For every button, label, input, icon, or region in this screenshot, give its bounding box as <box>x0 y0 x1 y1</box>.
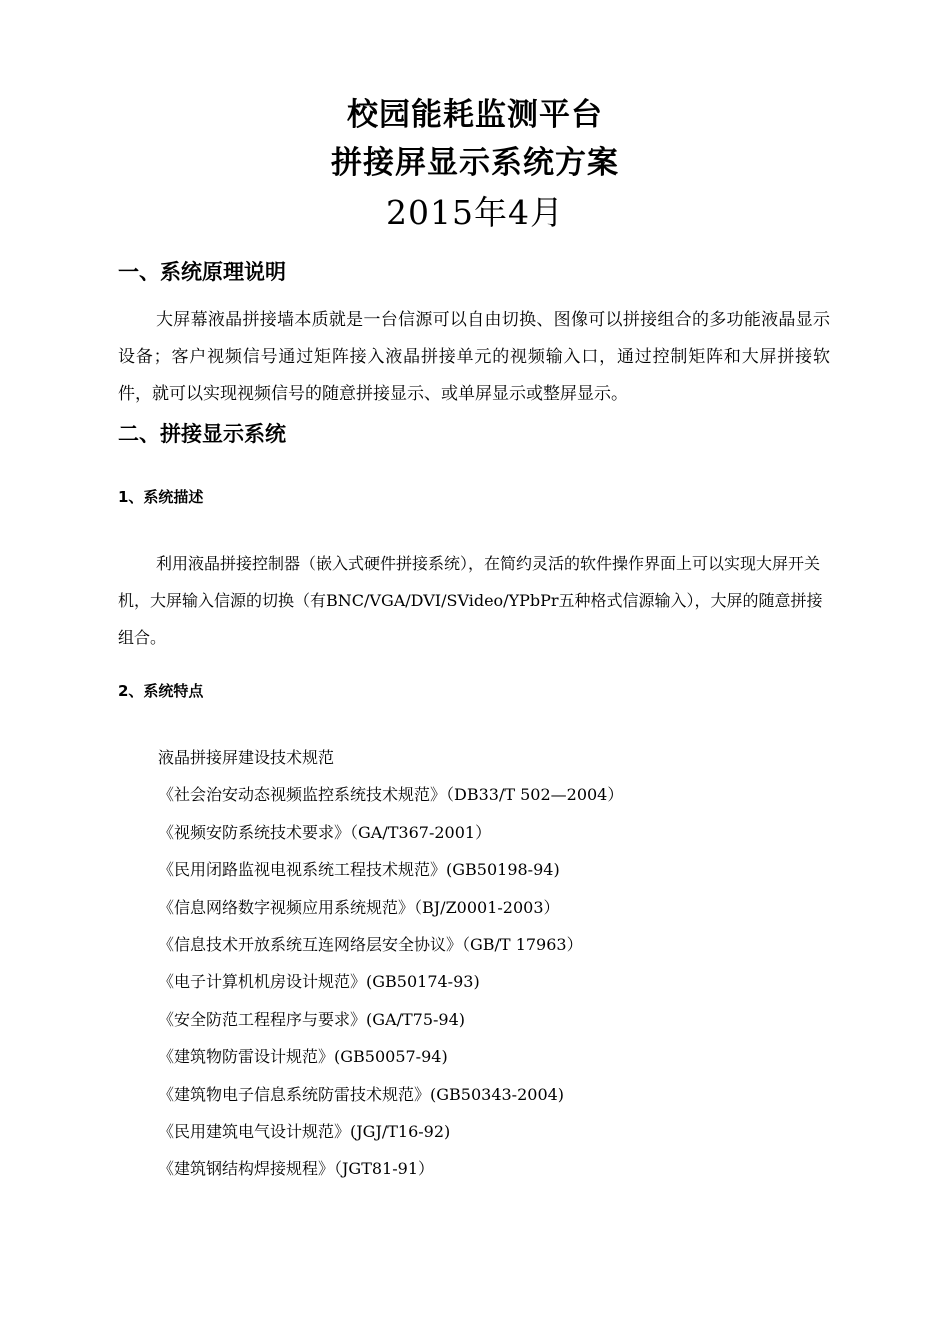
section-1-paragraph: 大屏幕液晶拼接墙本质就是一台信源可以自由切换、图像可以拼接组合的多功能液晶显示设备；客户视频信号通过矩阵接入液晶拼接单元的视频输入口，通过控制矩阵和大屏拼接软件，就可以实现视频信号的随意拼接显示、或单屏显示或整屏显示。 <box>118 310 830 404</box>
list-item: 《民用闭路监视电视系统工程技术规范》(GB50198-94) <box>158 860 560 880</box>
list-item: 《电子计算机机房设计规范》(GB50174-93) <box>158 972 480 992</box>
list-item: 液晶拼接屏建设技术规范 <box>158 748 335 767</box>
list-item: 《建筑物电子信息系统防雷技术规范》(GB50343-2004) <box>158 1084 565 1104</box>
list-item: 《信息网络数字视频应用系统规范》（BJ/Z0001-2003） <box>158 897 560 917</box>
list-item: 《视频安防系统技术要求》（GA/T367-2001） <box>158 822 492 842</box>
list-item: 《信息技术开放系统互连网络层安全协议》（GB/T 17963） <box>158 935 583 955</box>
list-item: 《建筑物防雷设计规范》(GB50057-94) <box>158 1047 448 1067</box>
standards-list <box>158 739 623 1188</box>
section-1-heading: 一、系统原理说明 <box>118 260 286 284</box>
document-title-line-1: 校园能耗监测平台 <box>347 97 603 133</box>
subsection-1-heading: 1、系统描述 <box>118 488 204 506</box>
list-item: 《建筑钢结构焊接规程》（JGT81-91） <box>158 1159 434 1179</box>
section-2-heading: 二、拼接显示系统 <box>118 422 286 446</box>
subsection-1-paragraph: 利用液晶拼接控制器（嵌入式硬件拼接系统），在简约灵活的软件操作界面上可以实现大屏开关机，大屏输入信源的切换（有BNC/VGA/DVI/SVideo/YPbPr五种格式信源输入），大屏的随意拼接组合。 <box>118 554 823 647</box>
list-item: 《民用建筑电气设计规范》(JGJ/T16-92) <box>158 1122 451 1142</box>
list-item: 《社会治安动态视频监控系统技术规范》（DB33/T 502—2004） <box>158 785 624 805</box>
subsection-2-heading: 2、系统特点 <box>118 682 204 700</box>
document-title-line-2: 拼接屏显示系统方案 <box>331 145 619 181</box>
document-date: 2015年4月 <box>386 193 564 232</box>
list-item: 《安全防范工程程序与要求》(GA/T75-94) <box>158 1009 466 1029</box>
